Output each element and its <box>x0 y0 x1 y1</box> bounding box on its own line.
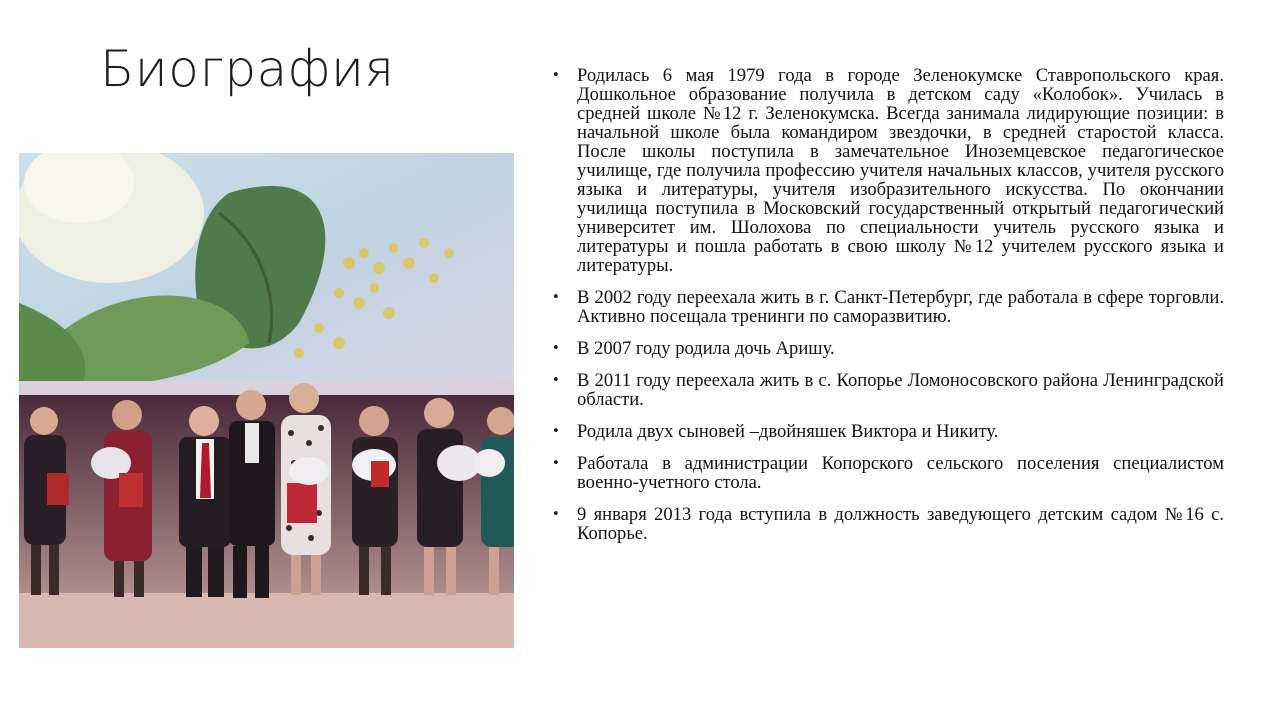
list-item-text: В 2002 году переехала жить в г. Санкт-Петербург, где работала в сфере торговли. Активно посещала тренинги по саморазвитию. <box>577 287 1224 327</box>
slide-title: Биография <box>100 40 395 98</box>
list-item-text: Работала в администрации Копорского сельского поселения специалистом военно-учетного стола. <box>577 453 1224 493</box>
list-item <box>552 505 1224 543</box>
list-item-text: Родила двух сыновей –двойняшек Виктора и Никиту. <box>577 421 999 442</box>
group-photo-image <box>19 153 514 648</box>
list-item <box>552 339 1224 358</box>
bullet-icon: • <box>552 373 560 388</box>
bullet-icon: • <box>552 507 560 522</box>
list-item <box>552 422 1224 441</box>
group-photo <box>19 153 514 648</box>
bullet-icon: • <box>552 341 560 356</box>
bullet-icon: • <box>552 456 560 471</box>
list-item <box>552 454 1224 492</box>
list-item-text: В 2011 году переехала жить в с. Копорье Ломоносовского района Ленинградской области. <box>577 370 1224 410</box>
list-item-text: 9 января 2013 года вступила в должность заведующего детским садом №16 с. Копорье. <box>577 504 1224 544</box>
list-item-text: В 2007 году родила дочь Аришу. <box>577 338 835 359</box>
list-item <box>552 288 1224 326</box>
bullet-icon: • <box>552 424 560 439</box>
list-item-text: Родилась 6 мая 1979 года в городе Зеленокумске Ставропольского края. Дошкольное образование получила в детском саду «Колобок». Училась в средней школе №12 г. Зеленокумска. Всегда занимала лидирующие позиции: в начальной школе была командиром звездочки, в средней старостой класса. После школы поступила в замечательное Иноземцевское педагогическое училище, где получила профессию учителя начальных классов, учителя русского языка и литературы, учителя изобразительного искусства. По окончании училища поступила в Московский государственный открытый педагогический университет им. Шолохова по специальности учитель русского языка и литературы и пошла работать в свою школу №12 учителем русского языка и литературы. <box>577 65 1224 276</box>
bullet-icon: • <box>552 290 560 305</box>
list-item <box>552 66 1224 275</box>
bullet-icon: • <box>552 68 560 83</box>
list-item <box>552 371 1224 409</box>
biography-list <box>552 66 1224 556</box>
